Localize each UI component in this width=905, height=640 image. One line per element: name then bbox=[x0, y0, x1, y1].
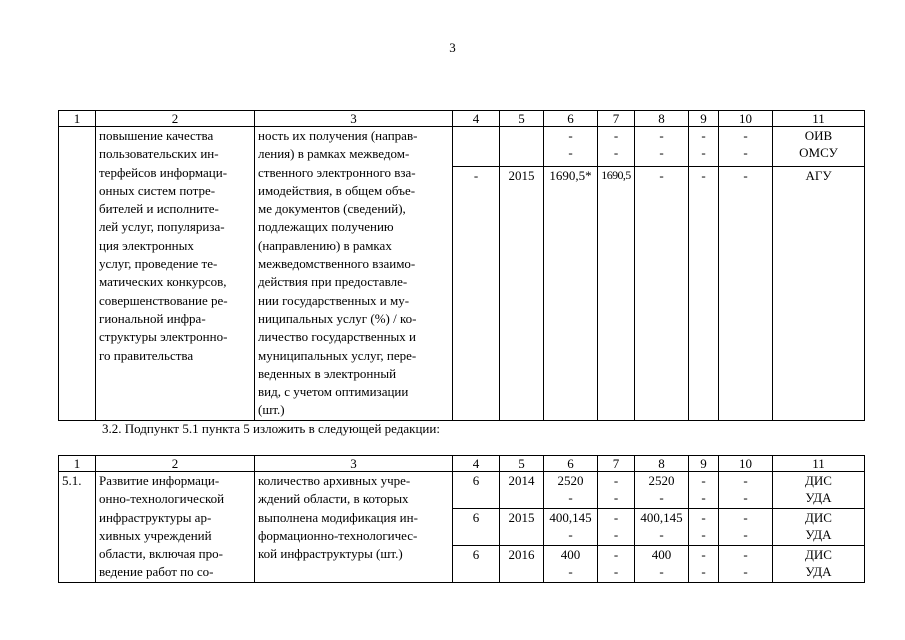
cell-c7: - - bbox=[598, 545, 635, 582]
cell-c6: 2520 - bbox=[544, 472, 598, 509]
cell-c4: 6 bbox=[453, 508, 500, 545]
table-continuation bbox=[58, 110, 865, 421]
col-header: 10 bbox=[719, 111, 773, 127]
table-row bbox=[59, 127, 865, 167]
page-number: 3 bbox=[449, 40, 456, 55]
col-header: 3 bbox=[255, 111, 453, 127]
item-number: 5.1. bbox=[59, 472, 96, 583]
cell-c8: 400,145 - bbox=[635, 508, 689, 545]
col-header: 6 bbox=[544, 111, 598, 127]
cell-c9: - bbox=[689, 166, 719, 420]
cell-c7: - - bbox=[598, 508, 635, 545]
col-header: 8 bbox=[635, 111, 689, 127]
cell-c7: - - bbox=[598, 472, 635, 509]
cell-c10: - - bbox=[719, 545, 773, 582]
cell-c8: - - bbox=[635, 127, 689, 167]
col-header: 11 bbox=[773, 111, 865, 127]
col-header: 4 bbox=[453, 456, 500, 472]
col-header: 9 bbox=[689, 456, 719, 472]
cell-c11: ДИС УДА bbox=[773, 472, 865, 509]
cell-c4: 6 bbox=[453, 545, 500, 582]
cell-c8: 400 - bbox=[635, 545, 689, 582]
cell-c5: 2015 bbox=[500, 166, 544, 420]
cell-c5: 2015 bbox=[500, 508, 544, 545]
table-header-row bbox=[59, 111, 865, 127]
col-header: 7 bbox=[598, 111, 635, 127]
table-header-row bbox=[59, 456, 865, 472]
col-header: 1 bbox=[59, 111, 96, 127]
cell-c9: - - bbox=[689, 472, 719, 509]
cell-c5: 2016 bbox=[500, 545, 544, 582]
indicator-description: количество архивных учре- ждений области, в которых выполнена модификация ин- формационно-технологичес- кой инфраструктуры (шт.) bbox=[255, 472, 453, 583]
cell-c10: - - bbox=[719, 508, 773, 545]
col-header: 4 bbox=[453, 111, 500, 127]
cell-c6: 400,145 - bbox=[544, 508, 598, 545]
cell-c10: - bbox=[719, 166, 773, 420]
col-header: 2 bbox=[96, 456, 255, 472]
measure-description: повышение качества пользовательских ин- терфейсов информаци- онных систем потре- бителей и исполните- лей услуг, популяриза- ция электронных услуг, проведение те- матических конкурсов, совершенствование ре- гиональной инфра- структуры электронно- го правительства bbox=[96, 127, 255, 421]
cell-c4: - bbox=[453, 166, 500, 420]
cell-c8: - bbox=[635, 166, 689, 420]
cell-c6: - - bbox=[544, 127, 598, 167]
indicator-description: ность их получения (направ- ления) в рамках межведом- ственного электронного вза- имодействия, в общем объе- ме документов (сведений), подлежащих получению (направлению) в рамках межведомственного взаимо- действия при предоставле- нии государственных и му- ниципальных услуг (%) / ко- личество государственных и муниципальных услуг, пере- веденных в электронный вид, с учетом оптимизации (шт.) bbox=[255, 127, 453, 421]
cell-c10: - - bbox=[719, 472, 773, 509]
col-header: 6 bbox=[544, 456, 598, 472]
cell-c9: - - bbox=[689, 508, 719, 545]
col-header: 5 bbox=[500, 111, 544, 127]
cell-c11: ДИС УДА bbox=[773, 508, 865, 545]
col-header: 5 bbox=[500, 456, 544, 472]
table-row bbox=[59, 472, 865, 509]
cell-c6: 1690,5* bbox=[544, 166, 598, 420]
col-header: 10 bbox=[719, 456, 773, 472]
col-header: 9 bbox=[689, 111, 719, 127]
cell-c5: 2014 bbox=[500, 472, 544, 509]
col-header: 3 bbox=[255, 456, 453, 472]
cell-c7: 1690,5 bbox=[598, 166, 635, 420]
col-header: 8 bbox=[635, 456, 689, 472]
paragraph-instruction: 3.2. Подпункт 5.1 пункта 5 изложить в следующей редакции: bbox=[102, 421, 440, 436]
cell-c10: - - bbox=[719, 127, 773, 167]
table-subitem-5-1 bbox=[58, 455, 865, 583]
cell-c11: ДИС УДА bbox=[773, 545, 865, 582]
cell-c4: 6 bbox=[453, 472, 500, 509]
cell-empty bbox=[59, 127, 96, 421]
cell-c11: АГУ bbox=[773, 166, 865, 420]
col-header: 7 bbox=[598, 456, 635, 472]
col-header: 11 bbox=[773, 456, 865, 472]
cell-c5 bbox=[500, 127, 544, 167]
col-header: 1 bbox=[59, 456, 96, 472]
cell-c6: 400 - bbox=[544, 545, 598, 582]
col-header: 2 bbox=[96, 111, 255, 127]
cell-c11: ОИВ ОМСУ bbox=[773, 127, 865, 167]
measure-description: Развитие информаци- онно-технологической инфраструктуры ар- хивных учреждений области, включая про- ведение работ по со- bbox=[96, 472, 255, 583]
cell-c4 bbox=[453, 127, 500, 167]
cell-c8: 2520 - bbox=[635, 472, 689, 509]
cell-c9: - - bbox=[689, 127, 719, 167]
cell-c7: - - bbox=[598, 127, 635, 167]
cell-c9: - - bbox=[689, 545, 719, 582]
